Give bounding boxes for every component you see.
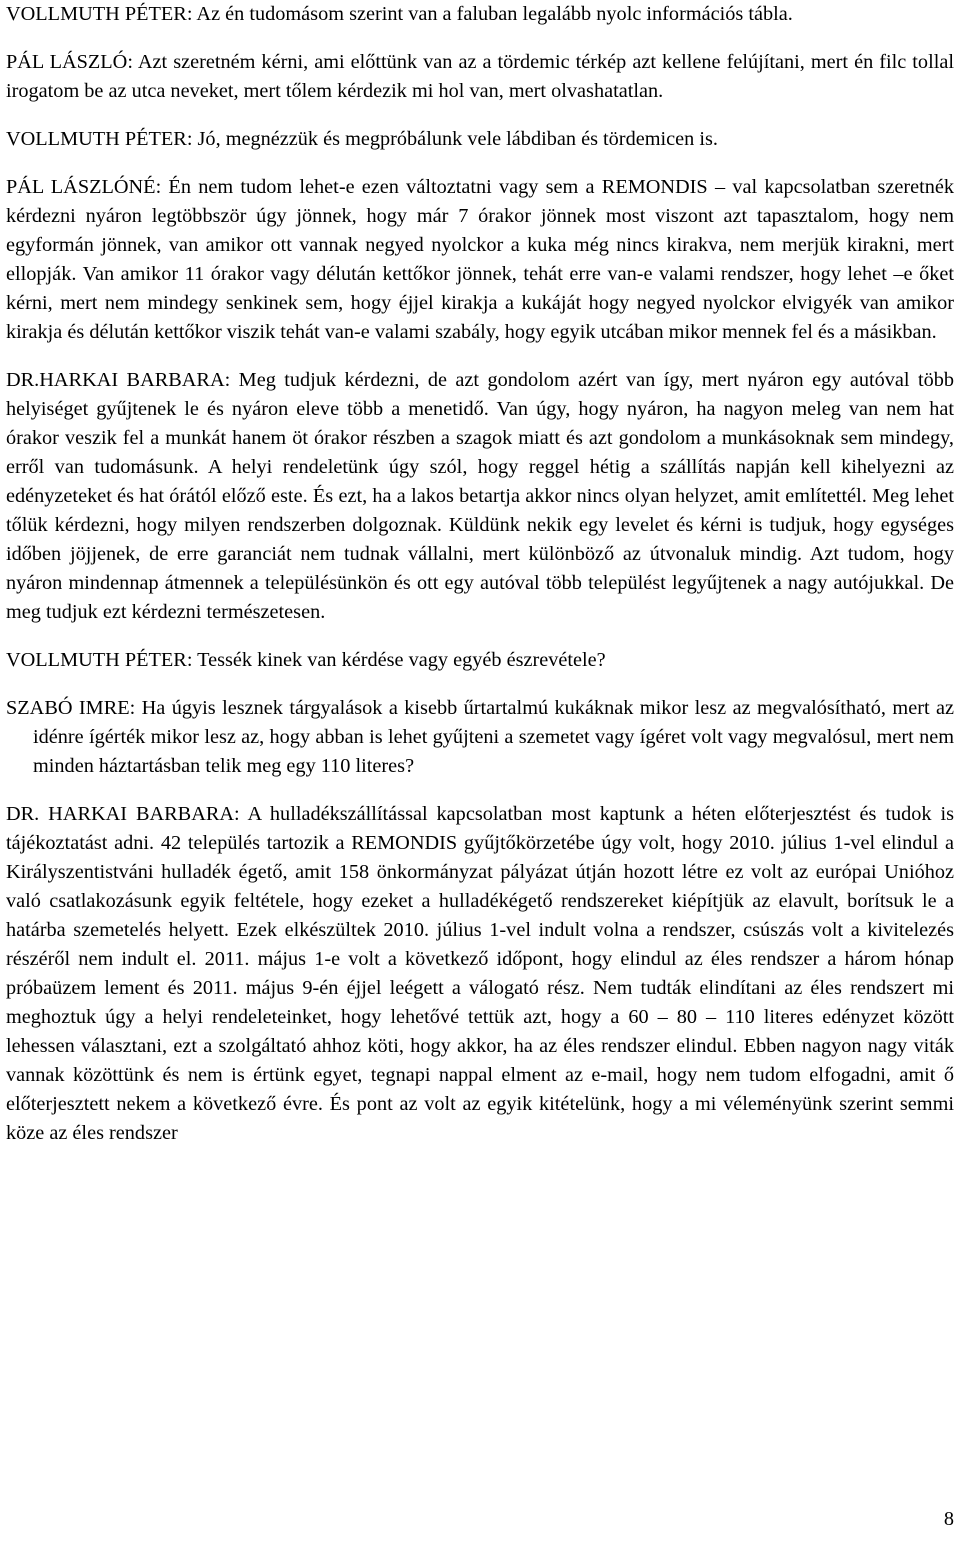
speaker-name: DR.HARKAI BARBARA: bbox=[6, 369, 231, 391]
paragraph-harkai-1 bbox=[6, 366, 954, 627]
speaker-name: PÁL LÁSZLÓNÉ: bbox=[6, 176, 162, 198]
paragraph-text: Ha úgyis lesznek tárgyalások a kisebb űrtartalmú kukáknak mikor lesz az megvalósítható, mert az idénre ígérték mikor lesz az, hogy abban is lehet gyűjteni a szemetet vagy ígéret volt vagy megvalósul, mert nem minden háztartásban telik meg egy 110 literes? bbox=[33, 697, 954, 777]
speaker-name: PÁL LÁSZLÓ: bbox=[6, 51, 133, 73]
paragraph-vollmuth-1 bbox=[6, 0, 954, 29]
document-page bbox=[6, 0, 954, 1167]
speaker-name: VOLLMUTH PÉTER: bbox=[6, 3, 193, 25]
paragraph-harkai-2 bbox=[6, 800, 954, 1148]
speaker-name: DR. HARKAI BARBARA: bbox=[6, 803, 240, 825]
paragraph-text: Az én tudomásom szerint van a faluban legalább nyolc információs tábla. bbox=[192, 3, 793, 25]
paragraph-text: A hulladékszállítással kapcsolatban most kaptunk a héten előterjesztést és tudok is tájékoztatást adni. 42 település tartozik a REMONDIS gyűjtőkörzetébe úgy volt, hogy 2010. július 1-vel elindul a Királyszentistváni hulladék égető, amit 158 önkormányzat pályázat útján hozott létre ez volt az európai Unióhoz való csatlakozásunk egyik feltétele, hogy ezeket a hulladékégető rendszereket kiépítjük az elavult, borítsuk le a határba szemetelés helyett. Ezek elkészültek 2010. július 1-vel indult volna a rendszer, csúszás volt a kivitelezés részéről nem indult el. 2011. május 1-e volt a következő időpont, hogy elindul az éles rendszer a három hónap próbaüzem lement és 2011. május 9-én éjjel leégett a válogató rész. Nem tudták elindítani az éles rendszert mi meghoztuk úgy a helyi rendeleteinket, hogy lehetővé tettük azt, hogy a 60 – 80 – 110 literes edényzet között lehessen választani, ezt a szolgáltató ahhoz köti, hogy akkor, ha az éles rendszer elindul. Ebben nagyon nagy viták vannak közöttünk és nem is értünk egyet, tegnapi nappal elment az e-mail, hogy nem tudom elfogadni, amit ő előterjesztett nekem a következő évre. És pont az volt az egyik kitételünk, hogy a mi véleményünk szerint semmi köze az éles rendszer bbox=[6, 803, 955, 1144]
paragraph-text: Meg tudjuk kérdezni, de azt gondolom azért van így, mert nyáron egy autóval több helyiséget gyűjtenek le és nyáron eleve több a menetidő. Van úgy, hogy nyáron, ha nagyon meleg van nem hat órakor veszik fel a munkát hanem öt órakor részben a szagok miatt és azt gondolom a munkásoknak sem mindegy, erről van tudomásunk. A helyi rendeletünk úgy szól, hogy reggel hétig a szállítás napján kell kihelyezni az edényzeteket és hat órától előző este. És ezt, ha a lakos betartja akkor nincs olyan helyzet, amit említettél. Meg lehet tőlük kérdezni, hogy milyen rendszerben dolgoznak. Küldünk nekik egy levelet és kérni is tudjuk, hogy egységes időben jöjjenek, de erre garanciát nem tudnak vállalni, mert különböző az útvonaluk mindig. Azt tudom, hogy nyáron mindennap átmennek a településünkön és ott egy autóval több települést legyűjtenek a nagy autójukkal. De meg tudjuk ezt kérdezni természetesen. bbox=[6, 369, 954, 623]
paragraph-vollmuth-3 bbox=[6, 646, 954, 675]
paragraph-vollmuth-2 bbox=[6, 125, 954, 154]
speaker-name: VOLLMUTH PÉTER: bbox=[6, 128, 193, 150]
paragraph-text: Én nem tudom lehet-e ezen változtatni vagy sem a REMONDIS – val kapcsolatban szeretnék kérdezni nyáron legtöbbször úgy jönnek, hogy már 7 órakor jönnek most viszont azt tapasztalom, hogy nem egyformán jönnek, van amikor ott vannak negyed nyolckor a kuka még nincs kirakva, nem merjük kirakni, mert ellopják. Van amikor 11 órakor vagy délután kettőkor jönnek, tehát erre van-e valami rendszer, hogy lehet –e őket kérni, mert nem mindegy senkinek sem, hogy éjjel kirakja a kukáját hogy negyed nyolckor elvigyék van amikor kirakja és délután kettőkor viszik tehát van-e valami szabály, hogy egyik utcában mikor mennek fel és a másikban. bbox=[6, 176, 954, 343]
speaker-name: VOLLMUTH PÉTER: bbox=[6, 649, 193, 671]
paragraph-text: Azt szeretném kérni, ami előttünk van az a tördemic térkép azt kellene felújítani, mert én filc tollal irogatom be az utca neveket, mert tőlem kérdezik mi hol van, mert olvashatatlan. bbox=[6, 51, 954, 102]
page-number: 8 bbox=[943, 1508, 954, 1530]
paragraph-pal-laszlone bbox=[6, 173, 954, 347]
paragraph-szabo-imre bbox=[6, 694, 954, 781]
paragraph-text: Tessék kinek van kérdése vagy egyéb észrevétele? bbox=[192, 649, 606, 671]
paragraph-pal-laszlo bbox=[6, 48, 954, 106]
speaker-name: SZABÓ IMRE: bbox=[6, 697, 136, 719]
paragraph-text: Jó, megnézzük és megpróbálunk vele lábdiban és tördemicen is. bbox=[192, 128, 718, 150]
